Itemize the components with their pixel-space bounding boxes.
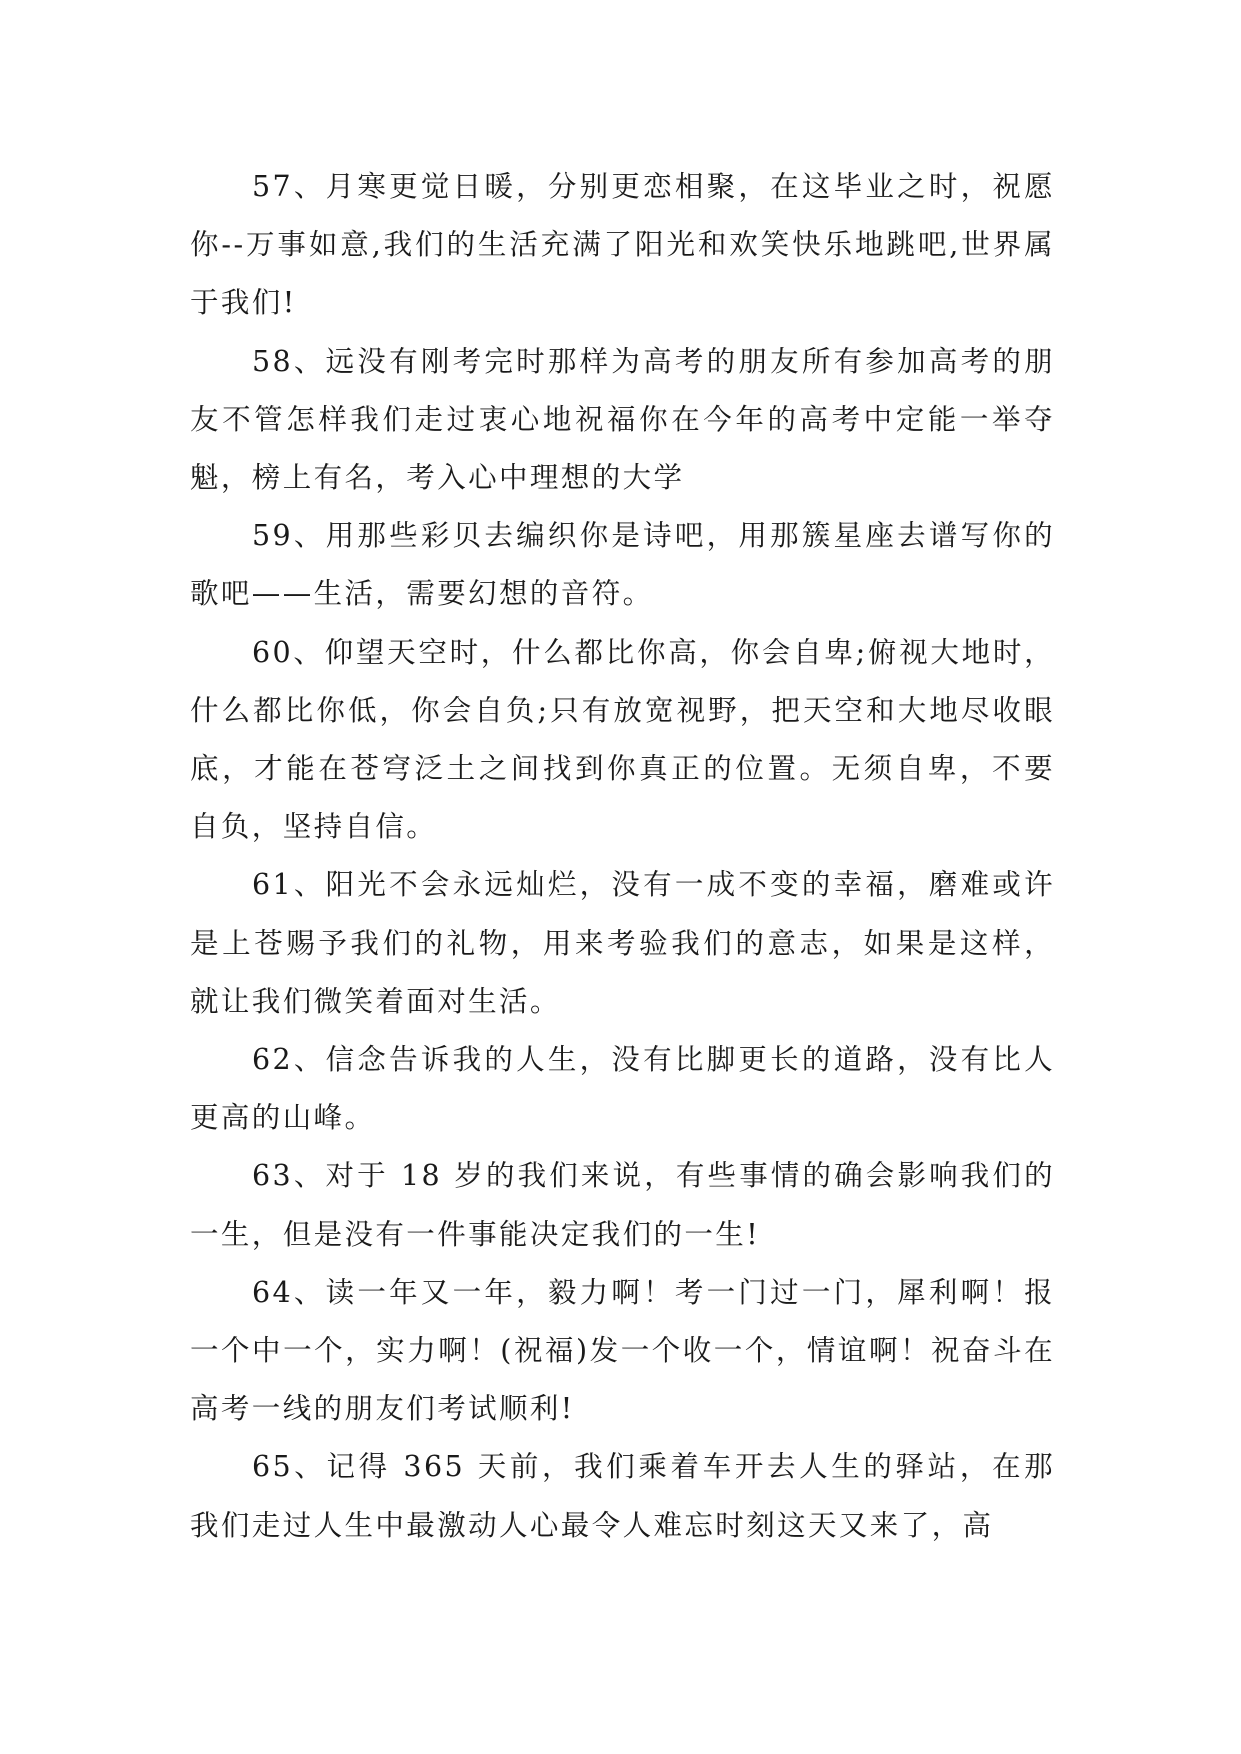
paragraph-57: 57、月寒更觉日暖，分别更恋相聚，在这毕业之时，祝愿你--万事如意,我们的生活充满了阳光和欢笑快乐地跳吧,世界属于我们! — [190, 170, 1055, 320]
paragraph-58: 58、远没有刚考完时那样为高考的朋友所有参加高考的朋友不管怎样我们走过衷心地祝福你在今年的高考中定能一举夺魁，榜上有名，考入心中理想的大学 — [190, 344, 1055, 495]
paragraph-60: 60、仰望天空时，什么都比你高，你会自卑;俯视大地时，什么都比你低，你会自负;只有放宽视野，把天空和大地尽收眼底，才能在苍穹泛土之间找到你真正的位置。无须自卑，不要自负，坚持自信。 — [190, 635, 1055, 844]
paragraph-59: 59、用那些彩贝去编织你是诗吧，用那簇星座去谱写你的歌吧——生活，需要幻想的音符。 — [190, 519, 1055, 611]
paragraph-63: 63、对于 18 岁的我们来说，有些事情的确会影响我们的一生，但是没有一件事能决定我们的一生! — [190, 1159, 1055, 1251]
paragraph-61: 61、阳光不会永远灿烂，没有一成不变的幸福，磨难或许是上苍赐予我们的礼物，用来考验我们的意志，如果是这样，就让我们微笑着面对生活。 — [190, 868, 1055, 1018]
paragraph-64: 64、读一年又一年，毅力啊！考一门过一门，犀利啊！报一个中一个，实力啊！(祝福)发一个收一个，情谊啊！祝奋斗在高考一线的朋友们考试顺利! — [190, 1275, 1055, 1426]
document-body — [190, 158, 1055, 1555]
paragraph-62: 62、信念告诉我的人生，没有比脚更长的道路，没有比人更高的山峰。 — [190, 1043, 1055, 1135]
paragraph-65: 65、记得 365 天前，我们乘着车开去人生的驿站，在那我们走过人生中最激动人心最令人难忘时刻这天又来了，高 — [190, 1450, 1055, 1542]
